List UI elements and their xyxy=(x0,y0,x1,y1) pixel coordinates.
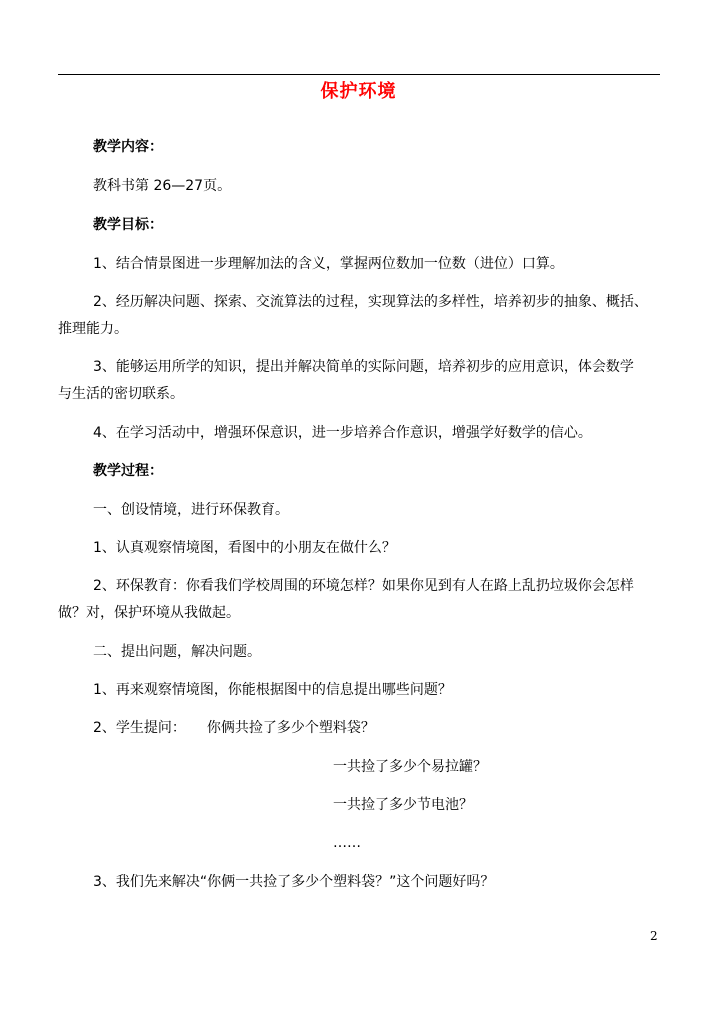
process-line: …… xyxy=(333,835,361,851)
goal-line: 与生活的密切联系。 xyxy=(58,386,184,402)
header-rule xyxy=(58,74,660,75)
process-line: 1、再来观察情境图，你能根据图中的信息提出哪些问题？ xyxy=(93,682,452,698)
goal-line: 2、经历解决问题、探索、交流算法的过程，实现算法的多样性，培养初步的抽象、概括、 xyxy=(93,294,648,310)
heading-process: 教学过程： xyxy=(93,463,163,479)
goal-line: 4、在学习活动中，增强环保意识，进一步培养合作意识，增强学好数学的信心。 xyxy=(93,425,592,441)
process-line: 1、认真观察情境图，看图中的小朋友在做什么？ xyxy=(93,540,396,556)
heading-goals: 教学目标： xyxy=(93,217,163,233)
content-text: 教科书第 26—27页。 xyxy=(93,178,232,194)
process-line: 2、环保教育：你看我们学校周围的环境怎样？如果你见到有人在路上乱扔垃圾你会怎样 xyxy=(93,578,634,594)
heading-content: 教学内容： xyxy=(93,139,163,155)
process-line: 二、提出问题，解决问题。 xyxy=(93,644,261,660)
process-line: 一、创设情境，进行环保教育。 xyxy=(93,502,289,518)
process-line: 一共捡了多少节电池？ xyxy=(333,797,473,813)
process-line: 一共捡了多少个易拉罐？ xyxy=(333,759,487,775)
document-title: 保护环境 xyxy=(320,81,397,102)
page-number: 2 xyxy=(650,929,658,943)
process-line: 做？对，保护环境从我做起。 xyxy=(58,605,240,621)
process-line: 3、我们先来解决“你俩一共捡了多少个塑料袋？”这个问题好吗？ xyxy=(93,874,495,890)
goal-line: 推理能力。 xyxy=(58,321,128,337)
goal-line: 1、结合情景图进一步理解加法的含义，掌握两位数加一位数（进位）口算。 xyxy=(93,256,564,272)
goal-line: 3、能够运用所学的知识，提出并解决简单的实际问题，培养初步的应用意识，体会数学 xyxy=(93,359,634,375)
process-line: 2、学生提问： 你俩共捡了多少个塑料袋？ xyxy=(93,720,375,736)
